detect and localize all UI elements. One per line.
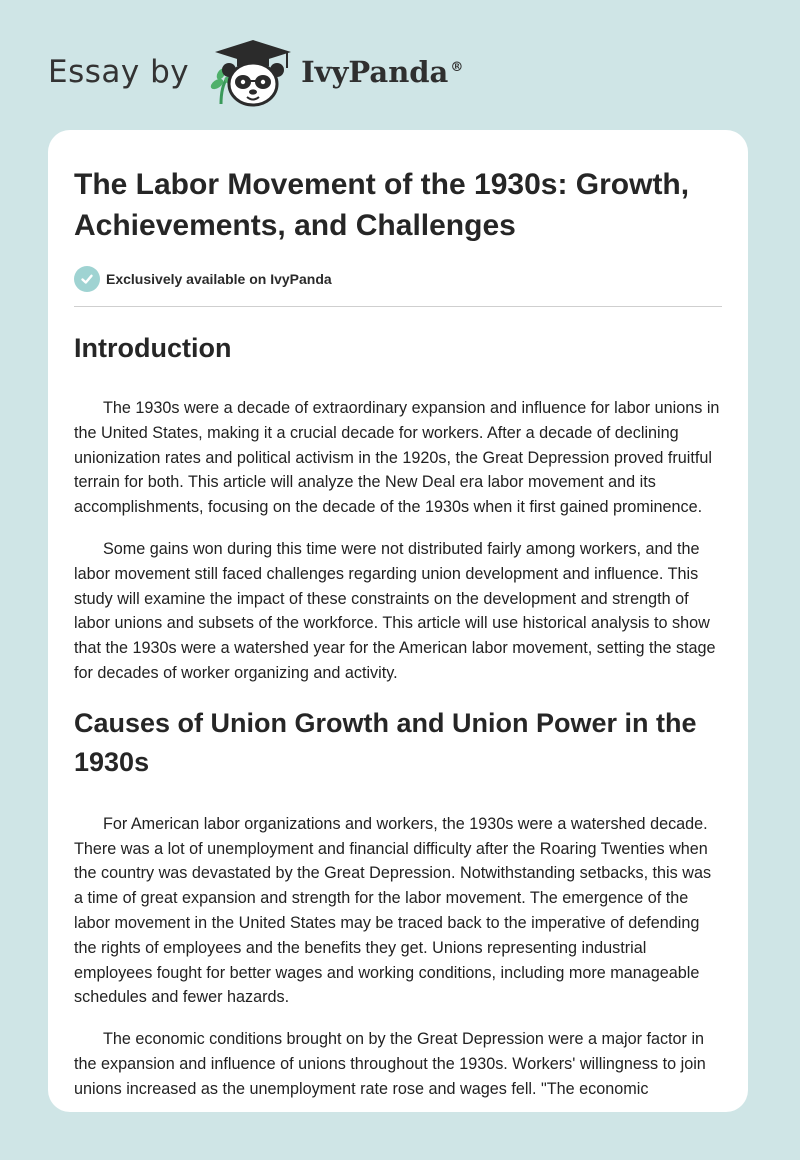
paragraph: The 1930s were a decade of extraordinary expansion and influence for labor unions in the United States, making it a crucial decade for workers. After a decade of declining unionization rates and political activism in the 1920s, the Great Depression proved fruitful terrain for both. This article will analyze the New Deal era labor movement and its accomplishments, focusing on the decade of the 1930s when it first gained prominence. bbox=[74, 399, 720, 517]
paragraph: For American labor organizations and workers, the 1930s were a watershed decade. There was a lot of unemployment and financial difficulty after the Roaring Twenties when the country was devastated by the Great Depression. Notwithstanding setbacks, this was a time of great expansion and strength for the labor movement. The emergence of the labor movement in the United States may be traced back to the imperative of defending the rights of employees and the benefits they get. Unions representing industrial employees fought for better wages and working conditions, including more manageable schedules and fewer hazards. bbox=[74, 814, 712, 1007]
registered-mark: ® bbox=[450, 60, 464, 76]
section-heading-causes: Causes of Union Growth and Union Power in the 1930s bbox=[74, 707, 697, 777]
essay-title: The Labor Movement of the 1930s: Growth, Achievements, and Challenges bbox=[74, 168, 690, 242]
badge-text: Exclusively available on IvyPanda bbox=[106, 271, 332, 287]
paragraph: The economic conditions brought on by the Great Depression were a major factor in the expansion and influence of unions throughout the 1930s. Workers' willingness to join unions increased as the unemployment rate rose and wages fell. "The economic bbox=[74, 1030, 706, 1098]
brand-prefix: Essay by bbox=[48, 54, 190, 90]
exclusive-badge bbox=[74, 266, 722, 292]
brand-name: IvyPanda ® bbox=[301, 55, 464, 89]
paragraph: Some gains won during this time were not distributed fairly among workers, and the labor movement still faced challenges regarding union development and influence. This study will examine the impact of these constraints on the development and strength of labor unions and subsets of the workforce. This article will use historical analysis to show that the 1930s were a watershed year for the American labor movement, setting the stage for decades of worker organizing and activity. bbox=[74, 539, 716, 682]
divider bbox=[74, 306, 722, 307]
checkmark-icon bbox=[74, 266, 100, 292]
site-header bbox=[48, 34, 463, 110]
section-heading-introduction: Introduction bbox=[74, 333, 232, 363]
panda-graduate-logo bbox=[207, 34, 299, 110]
essay-card bbox=[48, 130, 748, 1112]
